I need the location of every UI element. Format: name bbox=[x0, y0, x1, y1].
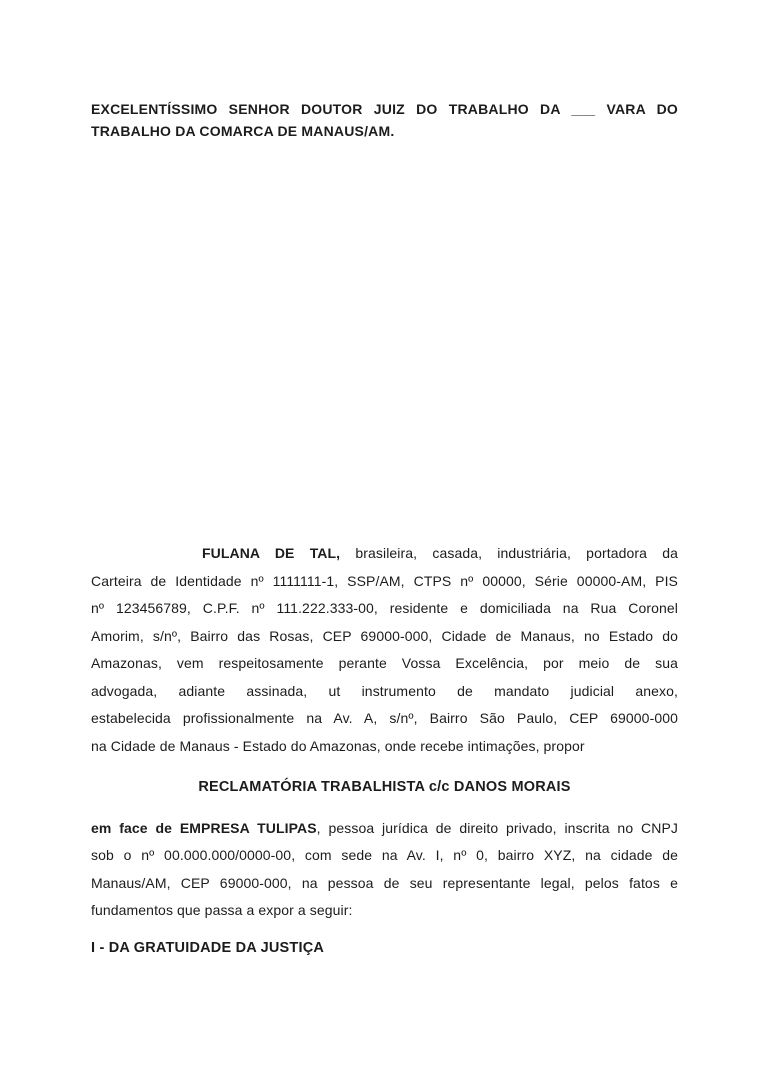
action-title: RECLAMATÓRIA TRABALHISTA c/c DANOS MORAIS bbox=[198, 779, 571, 795]
text-line: na Cidade de Manaus - Estado do Amazonas, onde recebe intimações, propor bbox=[91, 737, 585, 754]
text-run: , pessoa jurídica de direito privado, inscrita no CNPJ bbox=[316, 819, 678, 836]
vocative-header bbox=[91, 98, 678, 142]
text-line: nº 123456789, C.P.F. nº 111.222.333-00, residente e domiciliada na Rua Coronel bbox=[91, 600, 678, 616]
text-line: fundamentos que passa a expor a seguir: bbox=[91, 902, 353, 918]
text-line: EXCELENTÍSSIMO SENHOR DOUTOR JUIZ DO TRABALHO DA ___ VARA DO bbox=[91, 101, 678, 117]
defendant-lines bbox=[91, 842, 678, 925]
text-line: Amazonas, vem respeitosamente perante Vossa Excelência, por meio de sua bbox=[91, 655, 678, 671]
text-line: Amorim, s/nº, Bairro das Rosas, CEP 69000-000, Cidade de Manaus, no Estado do bbox=[91, 627, 678, 644]
text-line: advogada, adiante assinada, ut instrumento de mandato judicial anexo, bbox=[91, 682, 678, 699]
text-line: TRABALHO DA COMARCA DE MANAUS/AM. bbox=[91, 123, 395, 139]
defendant-paragraph bbox=[91, 815, 678, 925]
qualification-lines bbox=[91, 568, 678, 761]
text-line bbox=[91, 815, 678, 843]
plaintiff-qualification-paragraph bbox=[91, 540, 678, 760]
defendant-name-bold: em face de EMPRESA TULIPAS bbox=[91, 819, 317, 836]
text-line: sob o nº 00.000.000/0000-00, com sede na Av. I, nº 0, bairro XYZ, na cidade de bbox=[91, 847, 678, 863]
section-heading-gratuidade: I - DA GRATUIDADE DA JUSTIÇA bbox=[91, 939, 325, 956]
text-line: Manaus/AM, CEP 69000-000, na pessoa de seu representante legal, pelos fatos e bbox=[91, 874, 678, 891]
text-line bbox=[91, 540, 678, 568]
text-line: Carteira de Identidade nº 1111111-1, SSP/AM, CTPS nº 00000, Série 00000-AM, PIS bbox=[91, 572, 678, 589]
text-run: brasileira, casada, industriária, portadora da bbox=[340, 545, 678, 561]
plaintiff-name-bold: FULANA DE TAL, bbox=[202, 545, 341, 561]
text-line: estabelecida profissionalmente na Av. A, s/nº, Bairro São Paulo, CEP 69000-000 bbox=[91, 710, 678, 726]
